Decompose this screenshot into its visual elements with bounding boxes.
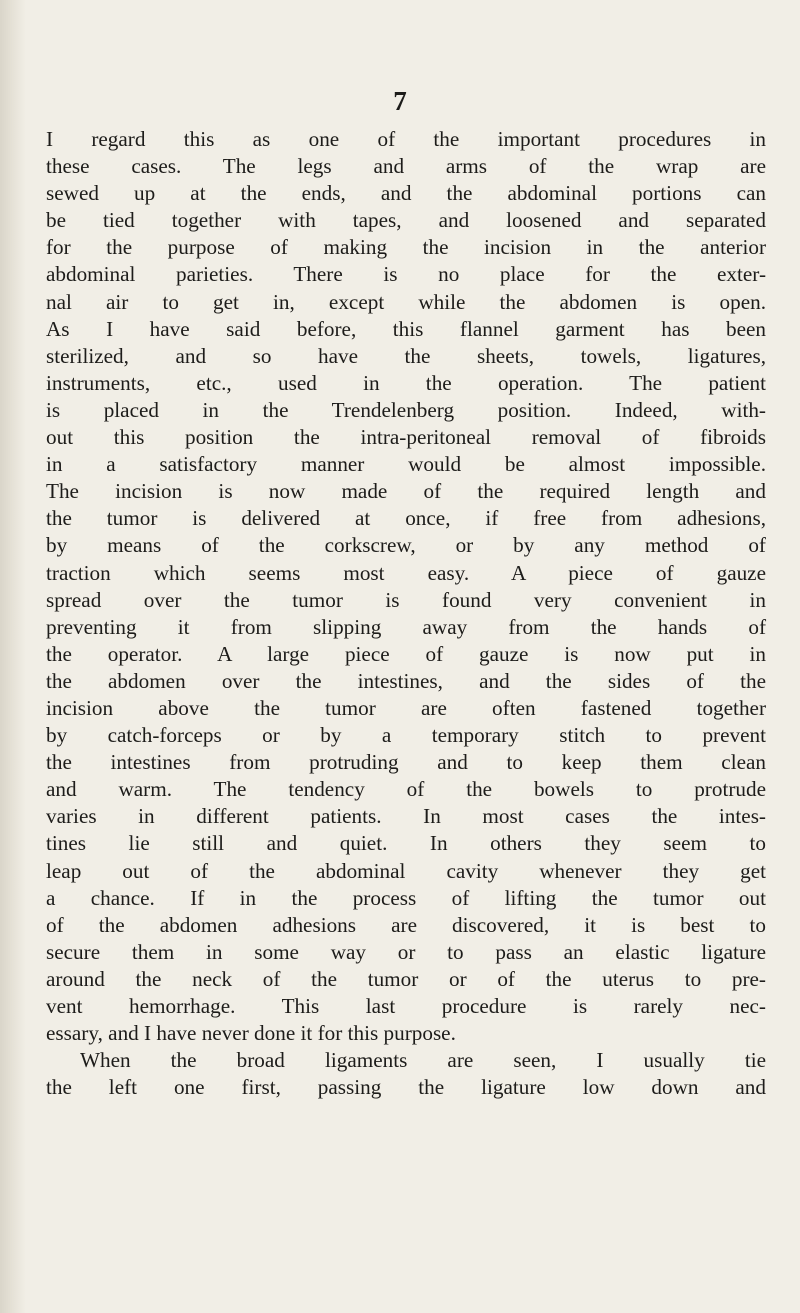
- text-line: the tumor is delivered at once, if free from adhesions,: [46, 506, 766, 531]
- text-line: nal air to get in, except while the abdomen is open.: [46, 289, 766, 314]
- text-line: As I have said before, this flannel garment has been: [46, 316, 766, 341]
- text-line: preventing it from slipping away from the hands of: [46, 614, 766, 639]
- text-line: the left one first, passing the ligature low down and: [46, 1075, 766, 1100]
- text-line: be tied together with tapes, and loosened and separated: [46, 208, 766, 233]
- text-line: abdominal parieties. There is no place for the exter-: [46, 262, 766, 287]
- text-line: of the abdomen adhesions are discovered, it is best to: [46, 912, 766, 937]
- text-line: is placed in the Trendelenberg position. Indeed, with-: [46, 397, 766, 422]
- text-line: the intestines from protruding and to keep them clean: [46, 750, 766, 775]
- body-text: [46, 126, 766, 1101]
- text-line: instruments, etc., used in the operation. The patient: [46, 370, 766, 395]
- text-line: sewed up at the ends, and the abdominal portions can: [46, 181, 766, 206]
- text-line: out this position the intra-peritoneal removal of fibroids: [46, 425, 766, 450]
- text-line: leap out of the abdominal cavity whenever they get: [46, 858, 766, 883]
- text-line: sterilized, and so have the sheets, towels, ligatures,: [46, 343, 766, 368]
- text-line: the operator. A large piece of gauze is now put in: [46, 641, 766, 666]
- text-line: tines lie still and quiet. In others they seem to: [46, 831, 766, 856]
- text-line: around the neck of the tumor or of the uterus to pre-: [46, 966, 766, 991]
- text-line: in a satisfactory manner would be almost impossible.: [46, 452, 766, 477]
- text-line: spread over the tumor is found very convenient in: [46, 587, 766, 612]
- text-line: secure them in some way or to pass an elastic ligature: [46, 939, 766, 964]
- gutter-shadow: [0, 0, 26, 1313]
- text-line: When the broad ligaments are seen, I usually tie: [80, 1048, 766, 1073]
- text-line: vent hemorrhage. This last procedure is rarely nec-: [46, 994, 766, 1018]
- text-line: these cases. The legs and arms of the wrap are: [46, 154, 766, 179]
- text-line: for the purpose of making the incision in the anterior: [46, 235, 766, 260]
- page-number: 7: [393, 86, 407, 116]
- text-line: the abdomen over the intestines, and the sides of the: [46, 668, 766, 693]
- text-line: The incision is now made of the required length and: [46, 479, 766, 504]
- text-line: by catch-forceps or by a temporary stitch to prevent: [46, 723, 766, 748]
- text-line: traction which seems most easy. A piece of gauze: [46, 560, 766, 585]
- text-line: essary, and I have never done it for this purpose.: [46, 1021, 456, 1046]
- text-line: and warm. The tendency of the bowels to protrude: [46, 777, 766, 802]
- text-line: by means of the corkscrew, or by any method of: [46, 533, 766, 558]
- text-line: a chance. If in the process of lifting the tumor out: [46, 885, 766, 910]
- text-line: incision above the tumor are often fastened together: [46, 695, 766, 720]
- text-line: varies in different patients. In most cases the intes-: [46, 804, 766, 829]
- text-line: I regard this as one of the important procedures in: [46, 127, 766, 151]
